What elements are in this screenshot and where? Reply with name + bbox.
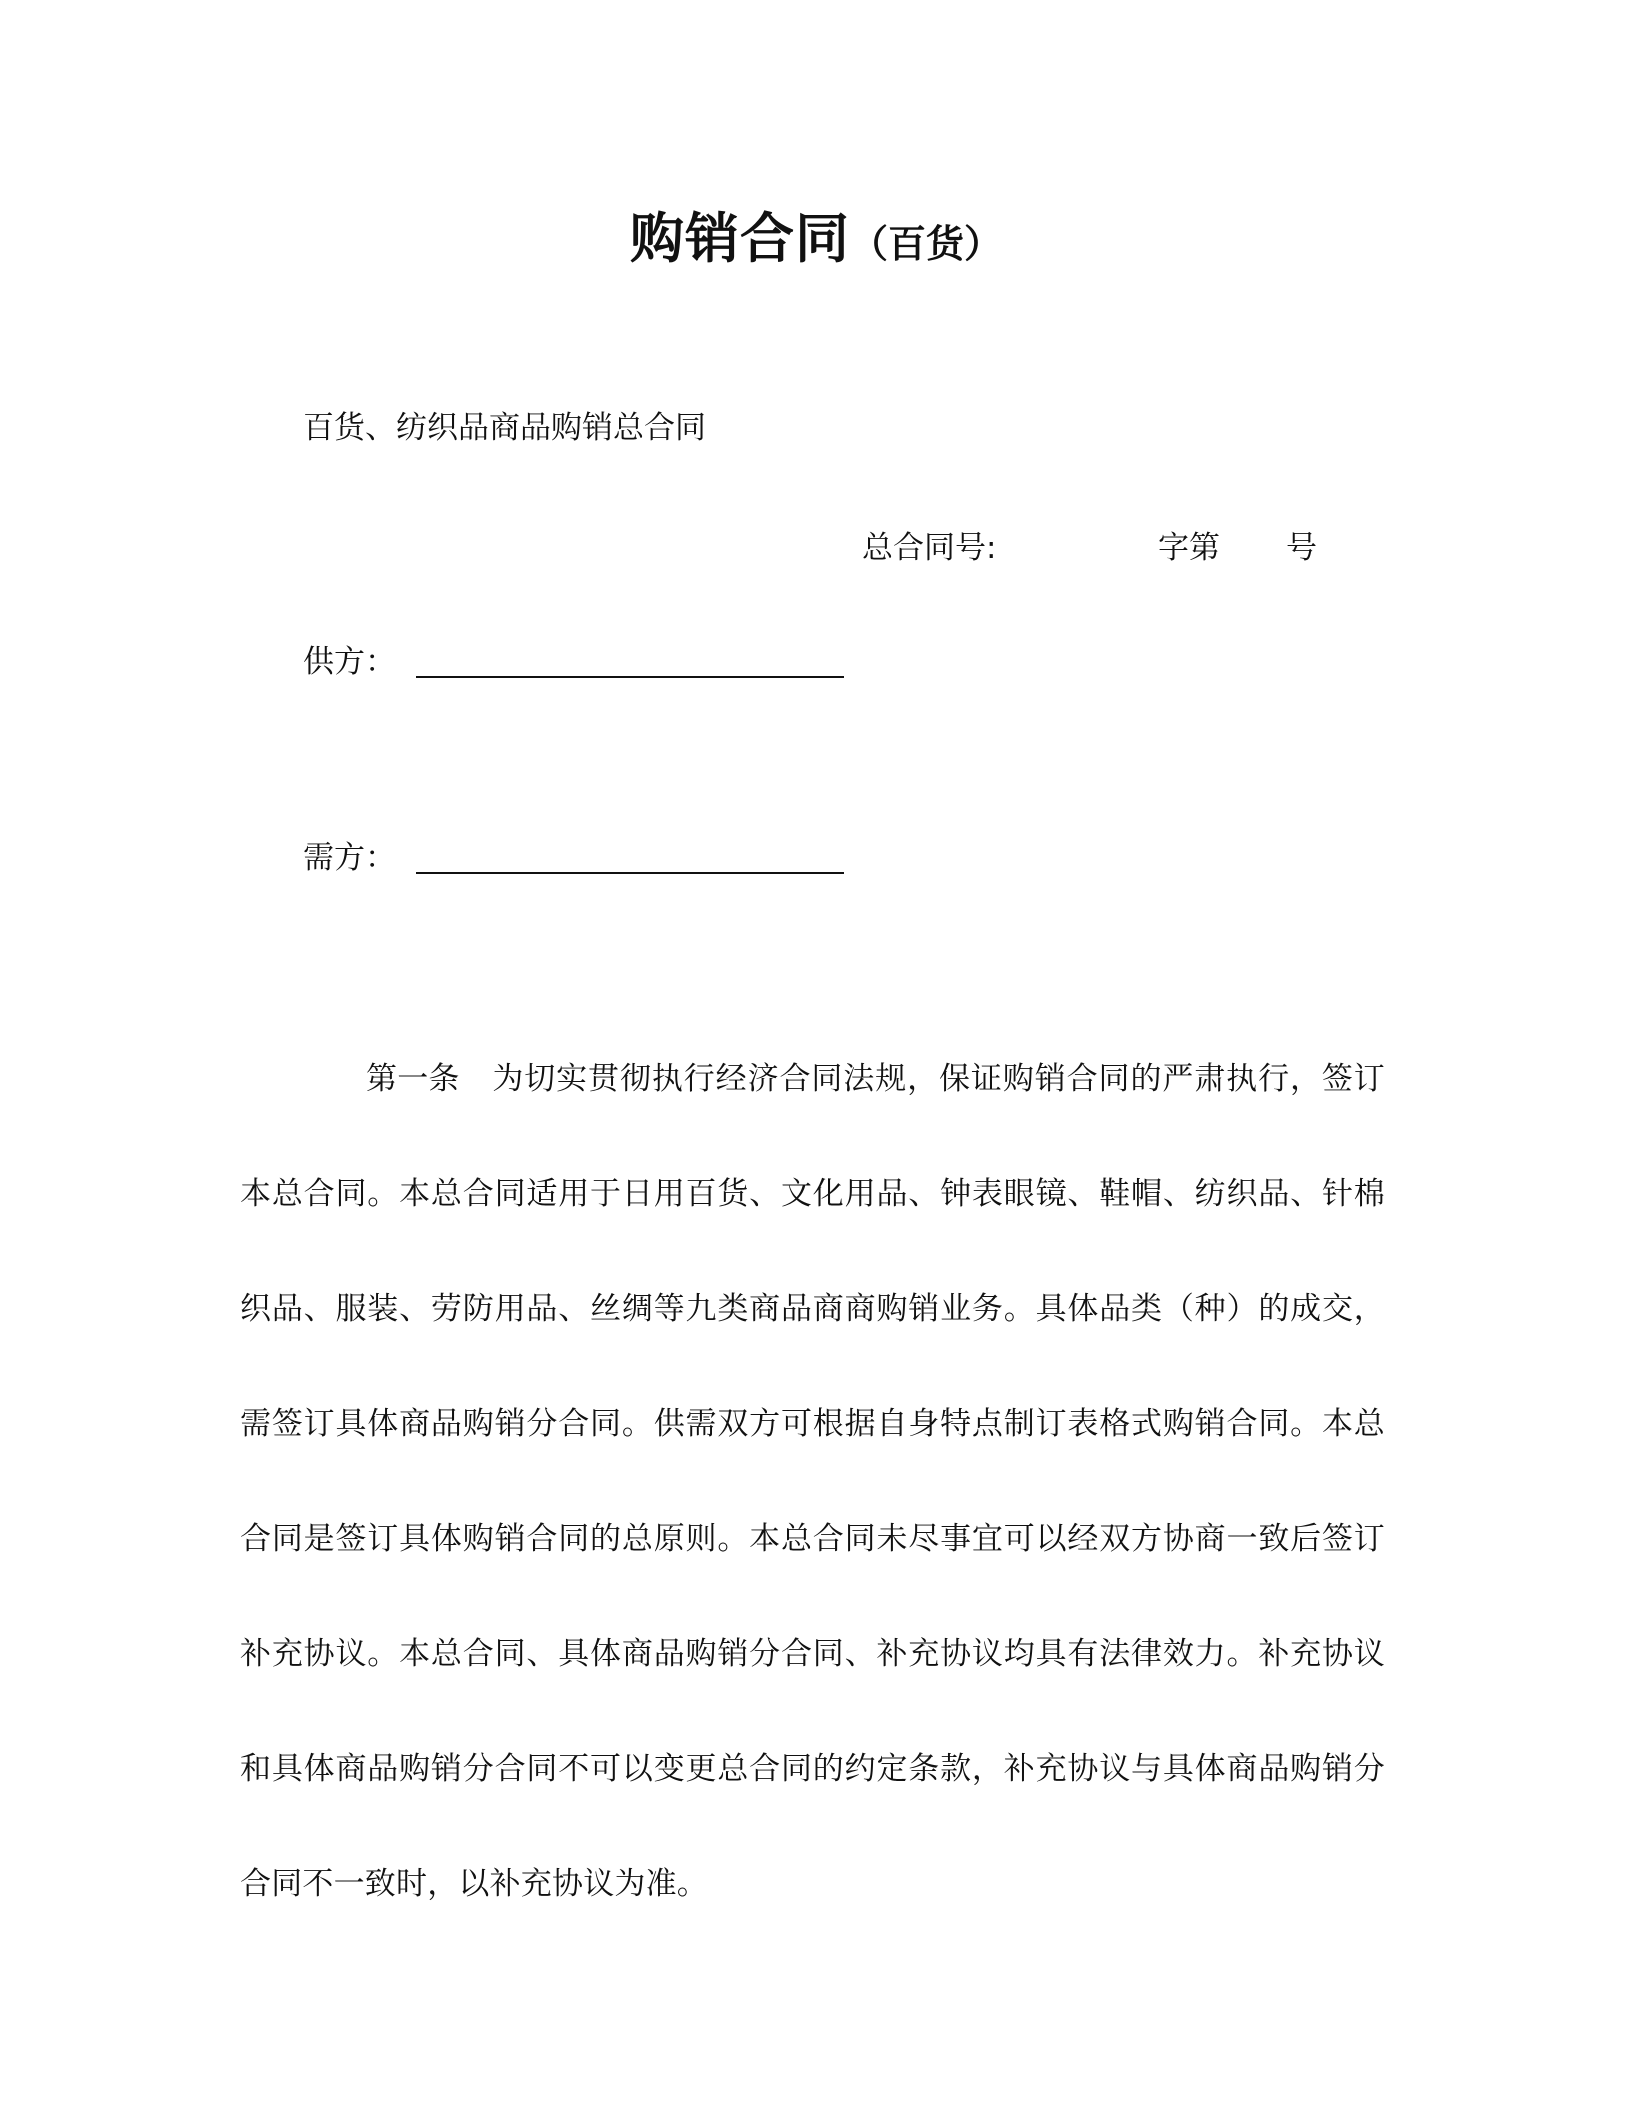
buyer-label: 需方：	[303, 840, 396, 876]
supplier-blank-line	[416, 676, 844, 678]
buyer-blank-line	[416, 872, 844, 874]
supplier-row	[303, 636, 416, 681]
article-1-text: 为切实贯彻执行经济合同法规，保证购销合同的严肃执行，签订本总合同。本总合同适用于日用百货、文化用品、钟表眼镜、鞋帽、纺织品、针棉织品、服装、劳防用品、丝绸等九类商品商商购销业务。具体品类（种）的成交，需签订具体商品购销分合同。供需双方可根据自身特点制订表格式购销合同。本总合同是签订具体购销合同的总原则。本总合同未尽事宜可以经双方协商一致后签订补充协议。本总合同、具体商品购销分合同、补充协议均具有法律效力。补充协议和具体商品购销分合同不可以变更总合同的约定条款，补充协议与具体商品购销分合同不一致时，以补充协议为准。	[240, 1061, 1385, 1902]
article-1	[240, 1022, 1385, 1942]
buyer-row	[303, 832, 416, 877]
contract-number-zi-di: 字第	[1158, 530, 1220, 566]
contract-subtitle: 百货、纺织品商品购销总合同	[303, 410, 706, 446]
contract-number-hao: 号	[1286, 530, 1317, 566]
document-title	[0, 196, 1632, 273]
contract-number-line	[862, 522, 1317, 567]
contract-number-label: 总合同号:	[862, 530, 997, 566]
title-main: 购销合同	[629, 207, 850, 270]
article-1-number: 第一条	[366, 1061, 460, 1097]
supplier-label: 供方：	[303, 644, 396, 680]
title-sub: （百货）	[849, 222, 1002, 266]
